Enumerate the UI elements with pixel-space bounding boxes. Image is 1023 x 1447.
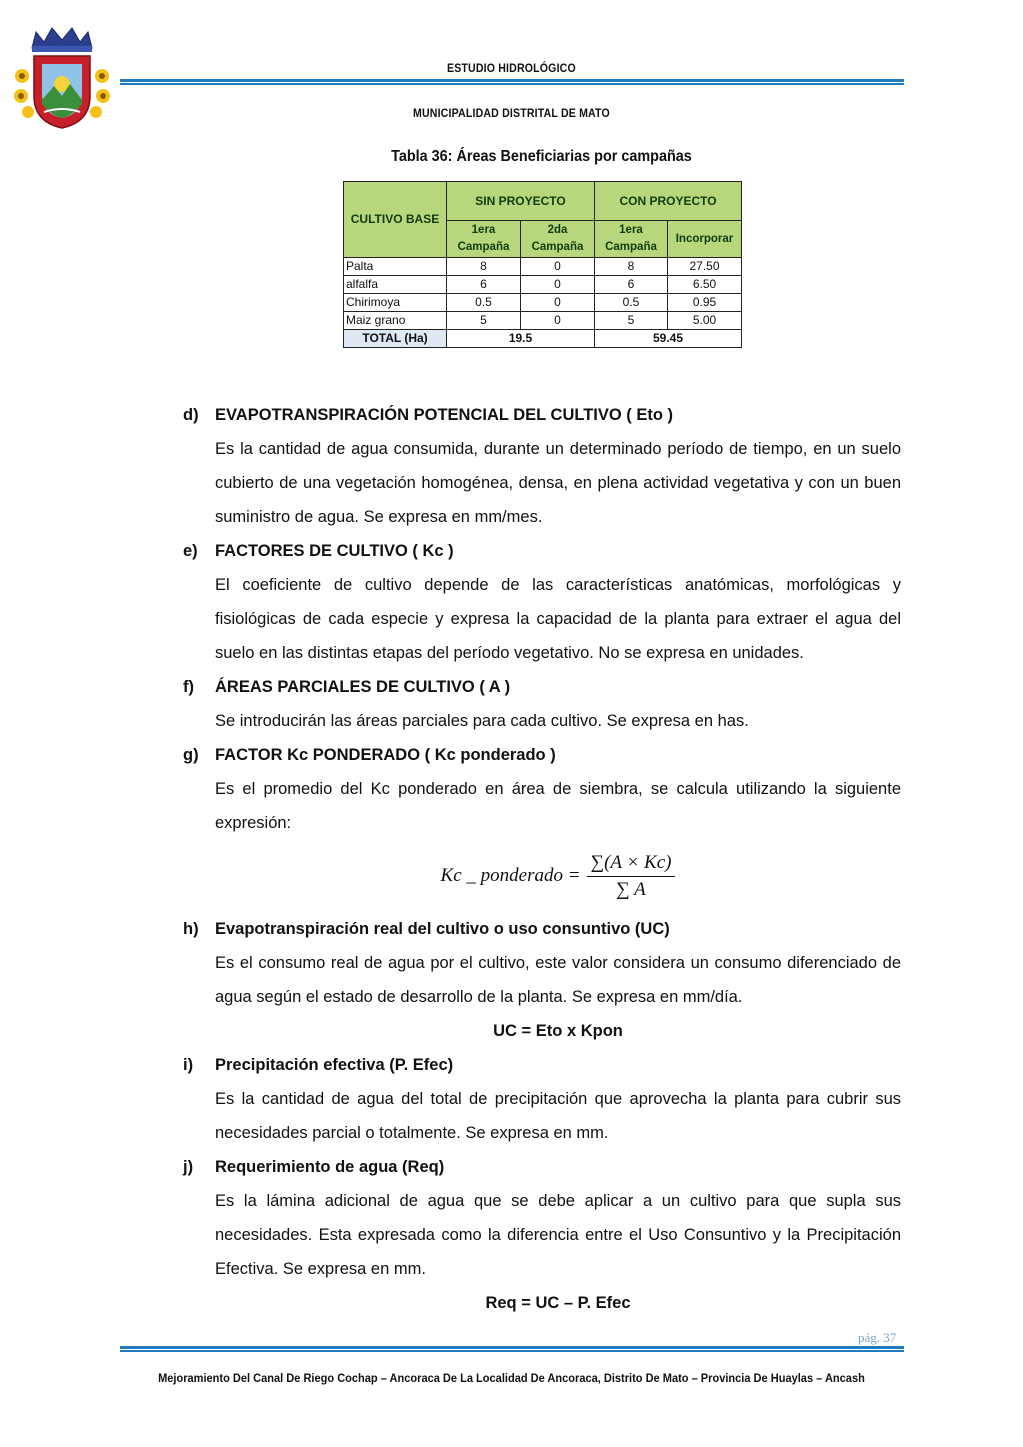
section-i-text: Es la cantidad de agua del total de precipitación que aprovecha la planta para cubrir sus necesidades parcial o totalmente. Se expresa en mm. [215,1090,901,1142]
header-study-title: ESTUDIO HIDROLÓGICO [446,61,576,75]
footer-project-title: Mejoramiento Del Canal De Riego Cochap – Ancoraca De La Localidad De Ancoraca, Distrito De Mato – Provincia De Huaylas – Ancash [158,1371,865,1385]
total-label: TOTAL (Ha) [344,330,447,348]
section-f-text: Se introducirán las áreas parciales para cada cultivo. Se expresa en has. [215,712,749,730]
cell-inc: 5.00 [668,312,742,330]
sub-header-sin-1era: 1era Campaña [447,221,521,258]
cell-crop: Maiz grano [344,312,447,330]
cell-sin1: 8 [447,258,521,276]
kc-ponderado-formula [215,840,901,912]
beneficiary-areas-table [343,181,742,348]
cell-sin1: 0.5 [447,294,521,312]
cell-inc: 6.50 [668,276,742,294]
table-row [344,258,742,276]
cell-con1: 5 [595,312,668,330]
section-marker: h) [183,920,199,938]
table-row [344,294,742,312]
section-marker: e) [183,542,198,560]
formula-fraction [587,850,676,903]
table-row [344,312,742,330]
section-title: Requerimiento de agua (Req) [215,1158,445,1176]
total-sin-proyecto: 19.5 [447,330,595,348]
section-marker: j) [183,1158,194,1176]
cell-sin2: 0 [521,294,595,312]
cell-crop: Chirimoya [344,294,447,312]
section-marker: g) [183,746,199,764]
cell-sin2: 0 [521,312,595,330]
sub-header-incorporar: Incorporar [668,221,742,258]
section-i-heading [183,1048,901,1082]
footer-rule [120,1346,904,1352]
uc-formula: UC = Eto x Kpon [493,1022,623,1040]
section-title: FACTOR Kc PONDERADO ( Kc ponderado ) [215,746,556,764]
col-header-cultivo-base: CULTIVO BASE [344,182,447,258]
header-rule [120,79,904,85]
document-body [183,398,901,1320]
section-h-heading [183,912,901,946]
sub-header-sin-2da: 2da Campaña [521,221,595,258]
section-title: EVAPOTRANSPIRACIÓN POTENCIAL DEL CULTIVO ( Eto ) [215,406,674,424]
section-d-text: Es la cantidad de agua consumida, durante un determinado período de tiempo, en un suelo cubierto de una vegetación homogénea, densa, en plena actividad vegetativa y con un buen suministro de agua. Se expresa en mm/mes. [215,440,901,526]
header-municipality: MUNICIPALIDAD DISTRITAL DE MATO [412,106,610,120]
section-marker: f) [183,678,194,696]
section-title: Precipitación efectiva (P. Efec) [215,1056,454,1074]
section-f-heading [183,670,901,704]
cell-sin1: 5 [447,312,521,330]
group-header-sin-proyecto: SIN PROYECTO [447,182,595,221]
section-title: FACTORES DE CULTIVO ( Kc ) [215,542,454,560]
cell-sin2: 0 [521,258,595,276]
cell-con1: 8 [595,258,668,276]
cell-con1: 6 [595,276,668,294]
formula-numerator: ∑(A × Kc) [587,850,676,877]
cell-crop: alfalfa [344,276,447,294]
section-title: Evapotranspiración real del cultivo o uso consuntivo (UC) [215,920,670,938]
section-marker: i) [183,1056,194,1074]
cell-inc: 27.50 [668,258,742,276]
section-g-heading [183,738,901,772]
table-caption: Tabla 36: Áreas Beneficiarias por campañas [391,148,692,165]
cell-crop: Palta [344,258,447,276]
sub-header-con-1era: 1era Campaña [595,221,668,258]
section-h-text: Es el consumo real de agua por el cultivo, este valor considera un consumo diferenciado de agua según el estado de desarrollo de la planta. Se expresa en mm/día. [215,954,901,1006]
req-formula: Req = UC – P. Efec [485,1294,631,1312]
table-row [344,276,742,294]
formula-lhs: Kc _ ponderado = [440,865,581,886]
formula-denominator: ∑ A [616,878,646,900]
cell-inc: 0.95 [668,294,742,312]
section-title: ÁREAS PARCIALES DE CULTIVO ( A ) [215,678,511,696]
cell-con1: 0.5 [595,294,668,312]
cell-sin2: 0 [521,276,595,294]
page-number: pág. 37 [858,1330,897,1345]
table-total-row [344,330,742,348]
section-e-text: El coeficiente de cultivo depende de las características anatómicas, morfológicas y fisiológicas de cada especie y expresa la capacidad de la planta para extraer el agua del suelo en las distintas etapas del período vegetativo. No se expresa en unidades. [215,576,901,662]
section-g-text: Es el promedio del Kc ponderado en área de siembra, se calcula utilizando la siguiente expresión: [215,780,901,832]
group-header-con-proyecto: CON PROYECTO [595,182,742,221]
cell-sin1: 6 [447,276,521,294]
section-j-text: Es la lámina adicional de agua que se debe aplicar a un cultivo para que supla sus necesidades. Esta expresada como la diferencia entre el Uso Consuntivo y la Precipitación Efectiva. Se expresa en mm. [215,1192,901,1278]
section-e-heading [183,534,901,568]
section-j-heading [183,1150,901,1184]
section-d-heading [183,398,901,432]
section-marker: d) [183,406,199,424]
total-con-proyecto: 59.45 [595,330,742,348]
